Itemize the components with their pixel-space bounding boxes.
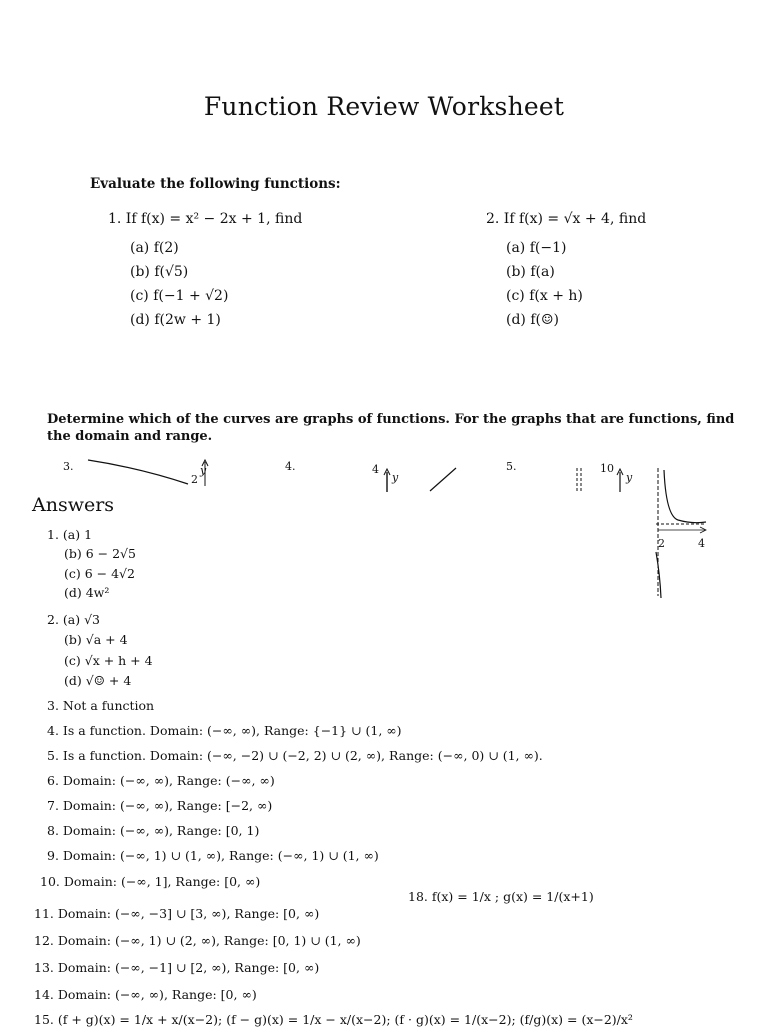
page-title: Function Review Worksheet [203,92,565,121]
answer-10: 10. Domain: (−∞, 1], Range: [0, ∞) [40,874,261,889]
answer-9: 9. Domain: (−∞, 1) ∪ (1, ∞), Range: (−∞, 1) ∪ (1, ∞) [47,848,379,863]
section-heading-graphs-line1: Determine which of the curves are graphs of functions. For the graphs that are functions, find [47,412,735,427]
answer-2d: (d) √☺ + 4 [64,673,132,688]
graph-4-y-label: y [392,471,399,484]
graph-5-tick: 10 [600,462,614,475]
answer-3: 3. Not a function [47,698,155,713]
graph-5-x-tick-4: 4 [698,537,705,550]
answer-1b: (b) 6 − 2√5 [64,546,136,561]
problem-2-part-c: (c) f(x + h) [506,288,583,304]
problem-1-part-d: (d) f(2w + 1) [130,312,221,328]
answer-1a: 1. (a) 1 [47,527,93,542]
answer-6: 6. Domain: (−∞, ∞), Range: (−∞, ∞) [47,773,275,788]
answer-5: 5. Is a function. Domain: (−∞, −2) ∪ (−2, 2) ∪ (2, ∞), Range: (−∞, 0) ∪ (1, ∞). [47,748,543,763]
answer-13: 13. Domain: (−∞, −1] ∪ [2, ∞), Range: [0, ∞) [34,960,320,975]
answer-2b: (b) √a + 4 [64,632,128,647]
problem-1-part-c: (c) f(−1 + √2) [130,288,229,304]
graph-3-curve [88,460,188,484]
graph-3-y-label: y [200,464,207,477]
graph-3-tick: 2 [191,473,198,486]
problem-2-part-b: (b) f(a) [506,264,555,280]
graph-4-label: 4. [285,460,296,473]
answer-2c: (c) √x + h + 4 [64,653,153,668]
answers-heading: Answers [32,494,115,516]
graph-5-curve-upper [664,470,706,523]
answer-1d: (d) 4w² [64,585,110,600]
graph-5-label: 5. [506,460,517,473]
answer-14: 14. Domain: (−∞, ∞), Range: [0, ∞) [34,987,257,1002]
section-heading-evaluate: Evaluate the following functions: [90,176,341,192]
answer-7: 7. Domain: (−∞, ∞), Range: [−2, ∞) [47,798,273,813]
problem-2-part-a: (a) f(−1) [506,240,567,256]
graph-4-line [430,468,456,491]
problem-2-statement: 2. If f(x) = √x + 4, find [486,211,647,227]
answer-8: 8. Domain: (−∞, ∞), Range: [0, 1) [47,823,260,838]
answer-2a: 2. (a) √3 [47,612,100,627]
problem-2-part-d: (d) f(☺) [506,312,559,328]
graph-3-label: 3. [63,460,74,473]
answer-15: 15. (f + g)(x) = 1/x + x/(x−2); (f − g)(x) = 1/x − x/(x−2); (f · g)(x) = 1/(x−2); (f/g)(x) = (x−2)/x² [34,1012,633,1027]
answer-4: 4. Is a function. Domain: (−∞, ∞), Range: {−1} ∪ (1, ∞) [47,723,402,738]
answer-1c: (c) 6 − 4√2 [64,566,135,581]
graph-4-tick: 4 [372,463,379,476]
answer-11: 11. Domain: (−∞, −3] ∪ [3, ∞), Range: [0, ∞) [34,906,320,921]
graph-5-y-label: y [626,471,633,484]
graph-5-x-tick-2: 2 [658,537,665,550]
answer-12: 12. Domain: (−∞, 1) ∪ (2, ∞), Range: [0, 1) ∪ (1, ∞) [34,933,361,948]
section-heading-graphs-line2: the domain and range. [47,429,213,444]
answer-18-side-note: 18. f(x) = 1/x ; g(x) = 1/(x+1) [408,889,594,904]
problem-1-part-b: (b) f(√5) [130,264,189,280]
problem-1-part-a: (a) f(2) [130,240,179,256]
problem-1-statement: 1. If f(x) = x² − 2x + 1, find [108,211,303,227]
